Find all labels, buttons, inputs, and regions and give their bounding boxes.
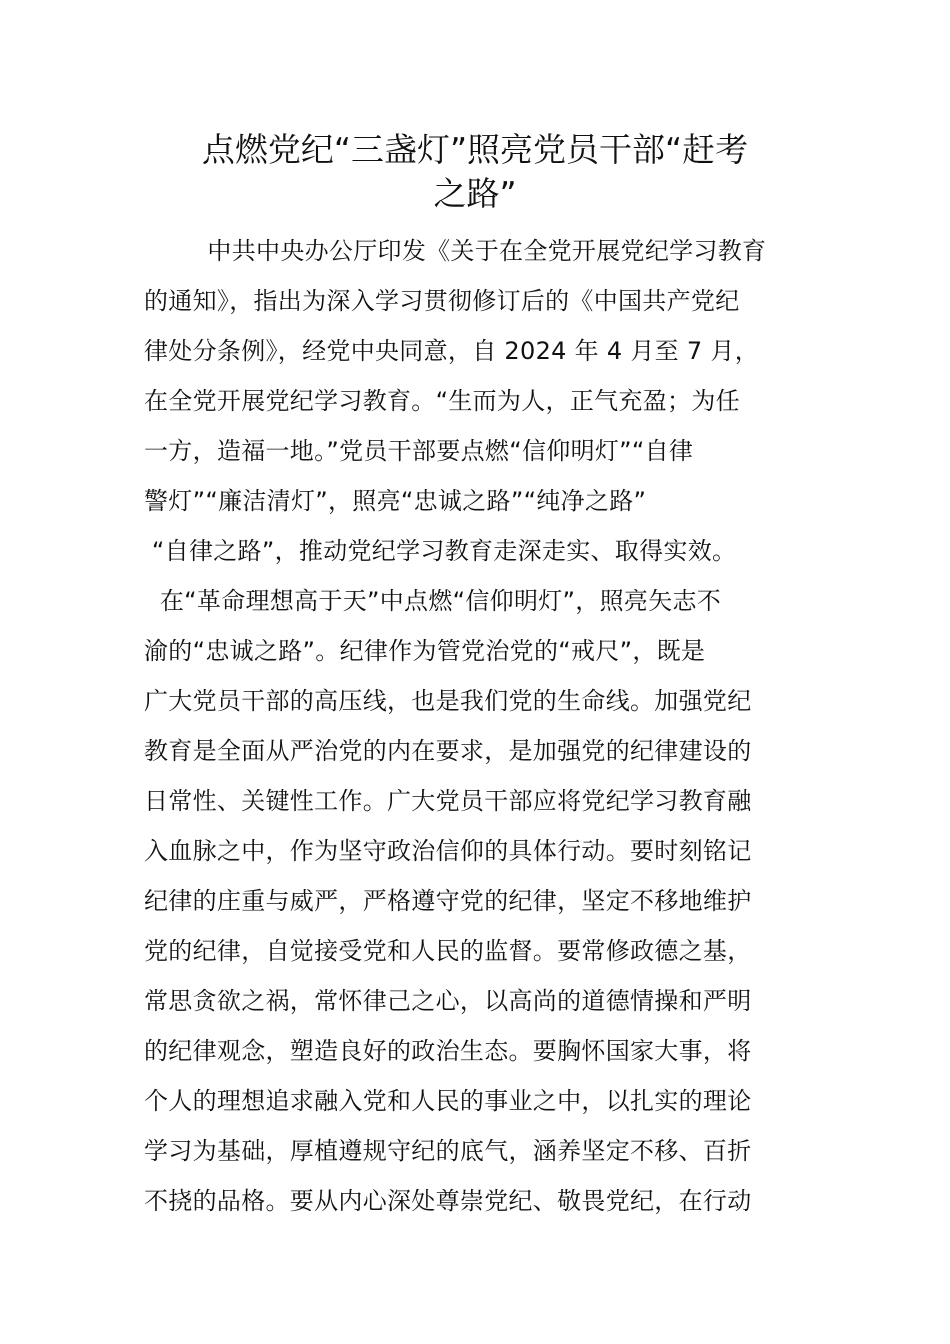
body-line: 广大党员干部的高压线，也是我们党的生命线。加强党纪 <box>144 687 752 715</box>
body-line: 的通知》，指出为深入学习贯彻修订后的《中国共产党纪 <box>144 287 740 315</box>
body-line: 警灯”“廉洁清灯”，照亮“忠诚之路”“纯净之路” <box>144 487 647 515</box>
title-line: 点燃党纪“三盏灯”照亮党员干部“赶考 <box>201 130 749 169</box>
body-line: 入血脉之中，作为坚守政治信仰的具体行动。要时刻铭记 <box>144 837 752 865</box>
body-line: 渝的“忠诚之路”。纪律作为管党治党的“戒尺”，既是 <box>144 637 706 665</box>
body-line: 不挠的品格。要从内心深处尊崇党纪、敬畏党纪，在行动 <box>144 1187 752 1215</box>
body-line: 在全党开展党纪学习教育。“生而为人，正气充盈；为任 <box>144 387 740 415</box>
body-line: 党的纪律，自觉接受党和人民的监督。要常修政德之基， <box>144 937 752 965</box>
document-body <box>144 226 814 1226</box>
body-line: 在“革命理想高于天”中点燃“信仰明灯”，照亮矢志不 <box>144 587 722 615</box>
body-line: 纪律的庄重与威严，严格遵守党的纪律，坚定不移地维护 <box>144 887 752 915</box>
body-line: 个人的理想追求融入党和人民的事业之中，以扎实的理论 <box>144 1087 752 1115</box>
body-line: 日常性、关键性工作。广大党员干部应将党纪学习教育融 <box>144 787 752 815</box>
body-line: 学习为基础，厚植遵规守纪的底气，涵养坚定不移、百折 <box>144 1137 752 1165</box>
body-line: 教育是全面从严治党的内在要求，是加强党的纪律建设的 <box>144 737 752 765</box>
document-title <box>140 128 810 216</box>
body-line: 常思贪欲之祸，常怀律己之心，以高尚的道德情操和严明 <box>144 987 752 1015</box>
body-line: 律处分条例》，经党中央同意，自 2024 年 4 月至 7 月， <box>144 337 759 365</box>
body-line: 的纪律观念，塑造良好的政治生态。要胸怀国家大事，将 <box>144 1037 752 1065</box>
title-line: 之路” <box>433 174 517 213</box>
body-line: “自律之路”，推动党纪学习教育走深走实、取得实效。 <box>144 537 737 565</box>
body-line: 一方，造福一地。”党员干部要点燃“信仰明灯”“自律 <box>144 437 694 465</box>
body-line: 中共中央办公厅印发《关于在全党开展党纪学习教育 <box>144 237 767 265</box>
